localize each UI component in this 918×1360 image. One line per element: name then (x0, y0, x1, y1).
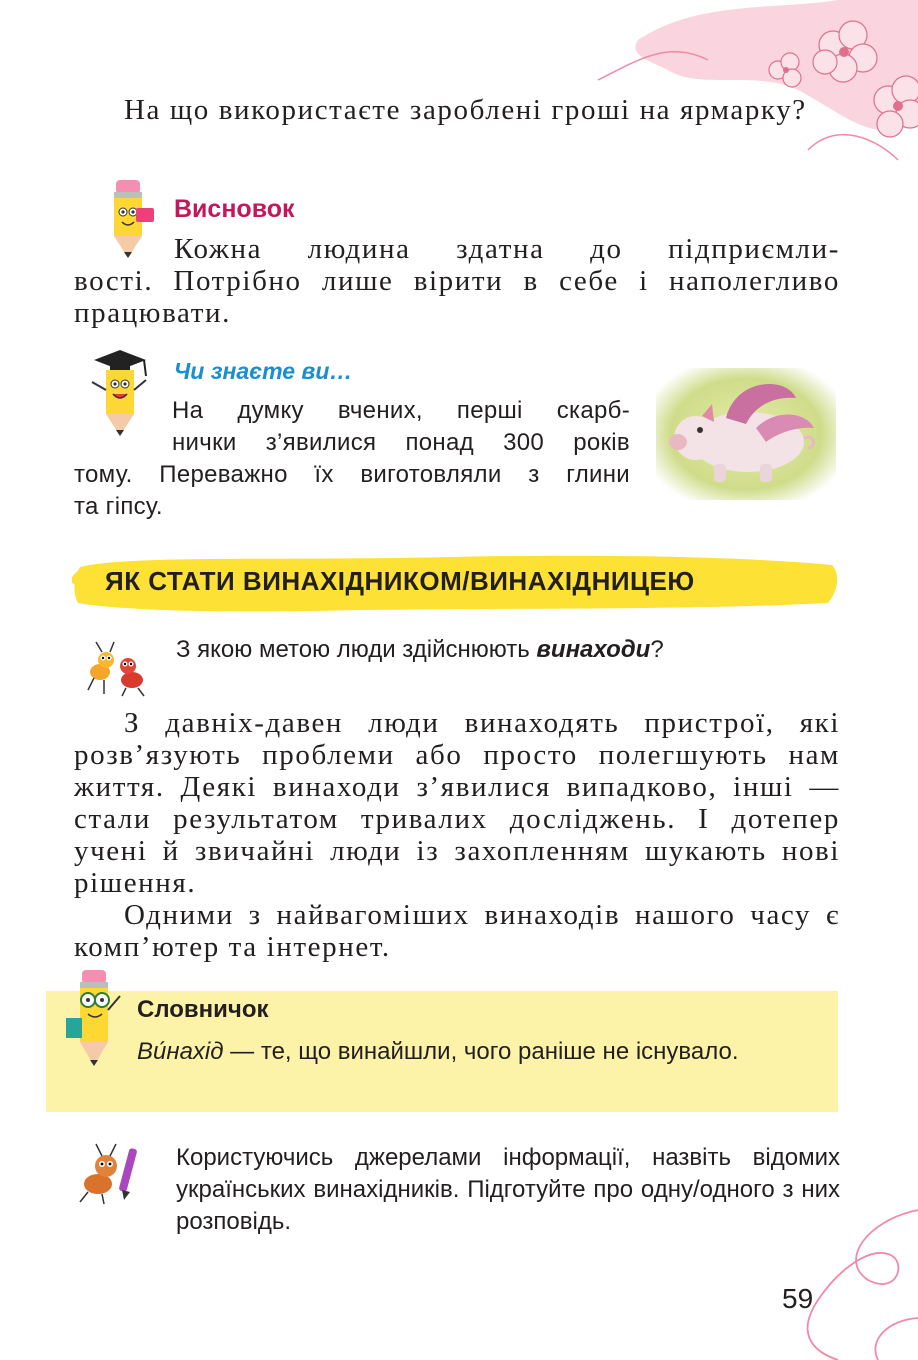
question-emphasis: винаходи (536, 636, 651, 663)
glossary-definition (137, 1036, 829, 1068)
piggy-bank-photo (656, 368, 836, 500)
fact-line-4: та гіпсу. (74, 493, 163, 520)
page-number: 59 (782, 1283, 814, 1314)
fact-line-2: нички з’явилися понад 300 років (172, 429, 630, 456)
fact-line-3: тому. Переважно їх виготовляли з глини (74, 461, 630, 488)
section-heading: ЯК СТАТИ ВИНАХІДНИКОМ/ВИНАХІДНИЦЕЮ (105, 566, 695, 596)
pencil-glasses-book-icon (58, 966, 130, 1070)
question-suffix: ? (650, 636, 664, 663)
floral-decoration-bottom (718, 1200, 918, 1360)
intro-question: На що використаєте зароблені гроші на ярмарку? (124, 94, 807, 126)
glossary-definition-text: — те, що винайшли, чого раніше не існувало. (223, 1038, 739, 1065)
conclusion-text-line1: Кожна людина здатна до підприємли- (174, 233, 840, 265)
ant-with-pen-icon (74, 1140, 144, 1206)
did-you-know-title: Чи знаєте ви… (174, 358, 353, 384)
glossary-title: Словничок (137, 996, 269, 1023)
inventions-question (176, 636, 664, 664)
ants-pair-icon (82, 636, 154, 698)
pencil-graduate-icon (84, 346, 154, 438)
glossary-term: Ви́нахід (137, 1038, 224, 1065)
pencil-pink-cap-icon (98, 178, 158, 260)
research-task: Користуючись джерелами інформації, назвіть відомих українських винахідників. Підготуйте про одну/одного з них розповідь. (176, 1144, 840, 1235)
conclusion-title: Висновок (174, 195, 295, 223)
question-prefix: З якою метою люди здійснюють (176, 636, 537, 663)
fact-line-1: На думку вчених, перші скарб- (172, 397, 630, 424)
conclusion-text: вості. Потрібно лише вірити в себе і наполегливо працювати. (74, 265, 840, 329)
paragraph-computer: Одними з найвагоміших винаходів нашого часу є комп’ютер та інтернет. (74, 899, 840, 963)
paragraph-inventions: З давніх-давен люди винаходять пристрої, які розв’язують проблеми або просто полегшують нам життя. Деякі винаходи з’явилися випадково, інші — стали результатом тривалих досліджень. І дотепер учені й звичайні люди із захопленням шукають нові рішення. (74, 707, 840, 899)
floral-decoration-top (578, 0, 918, 170)
